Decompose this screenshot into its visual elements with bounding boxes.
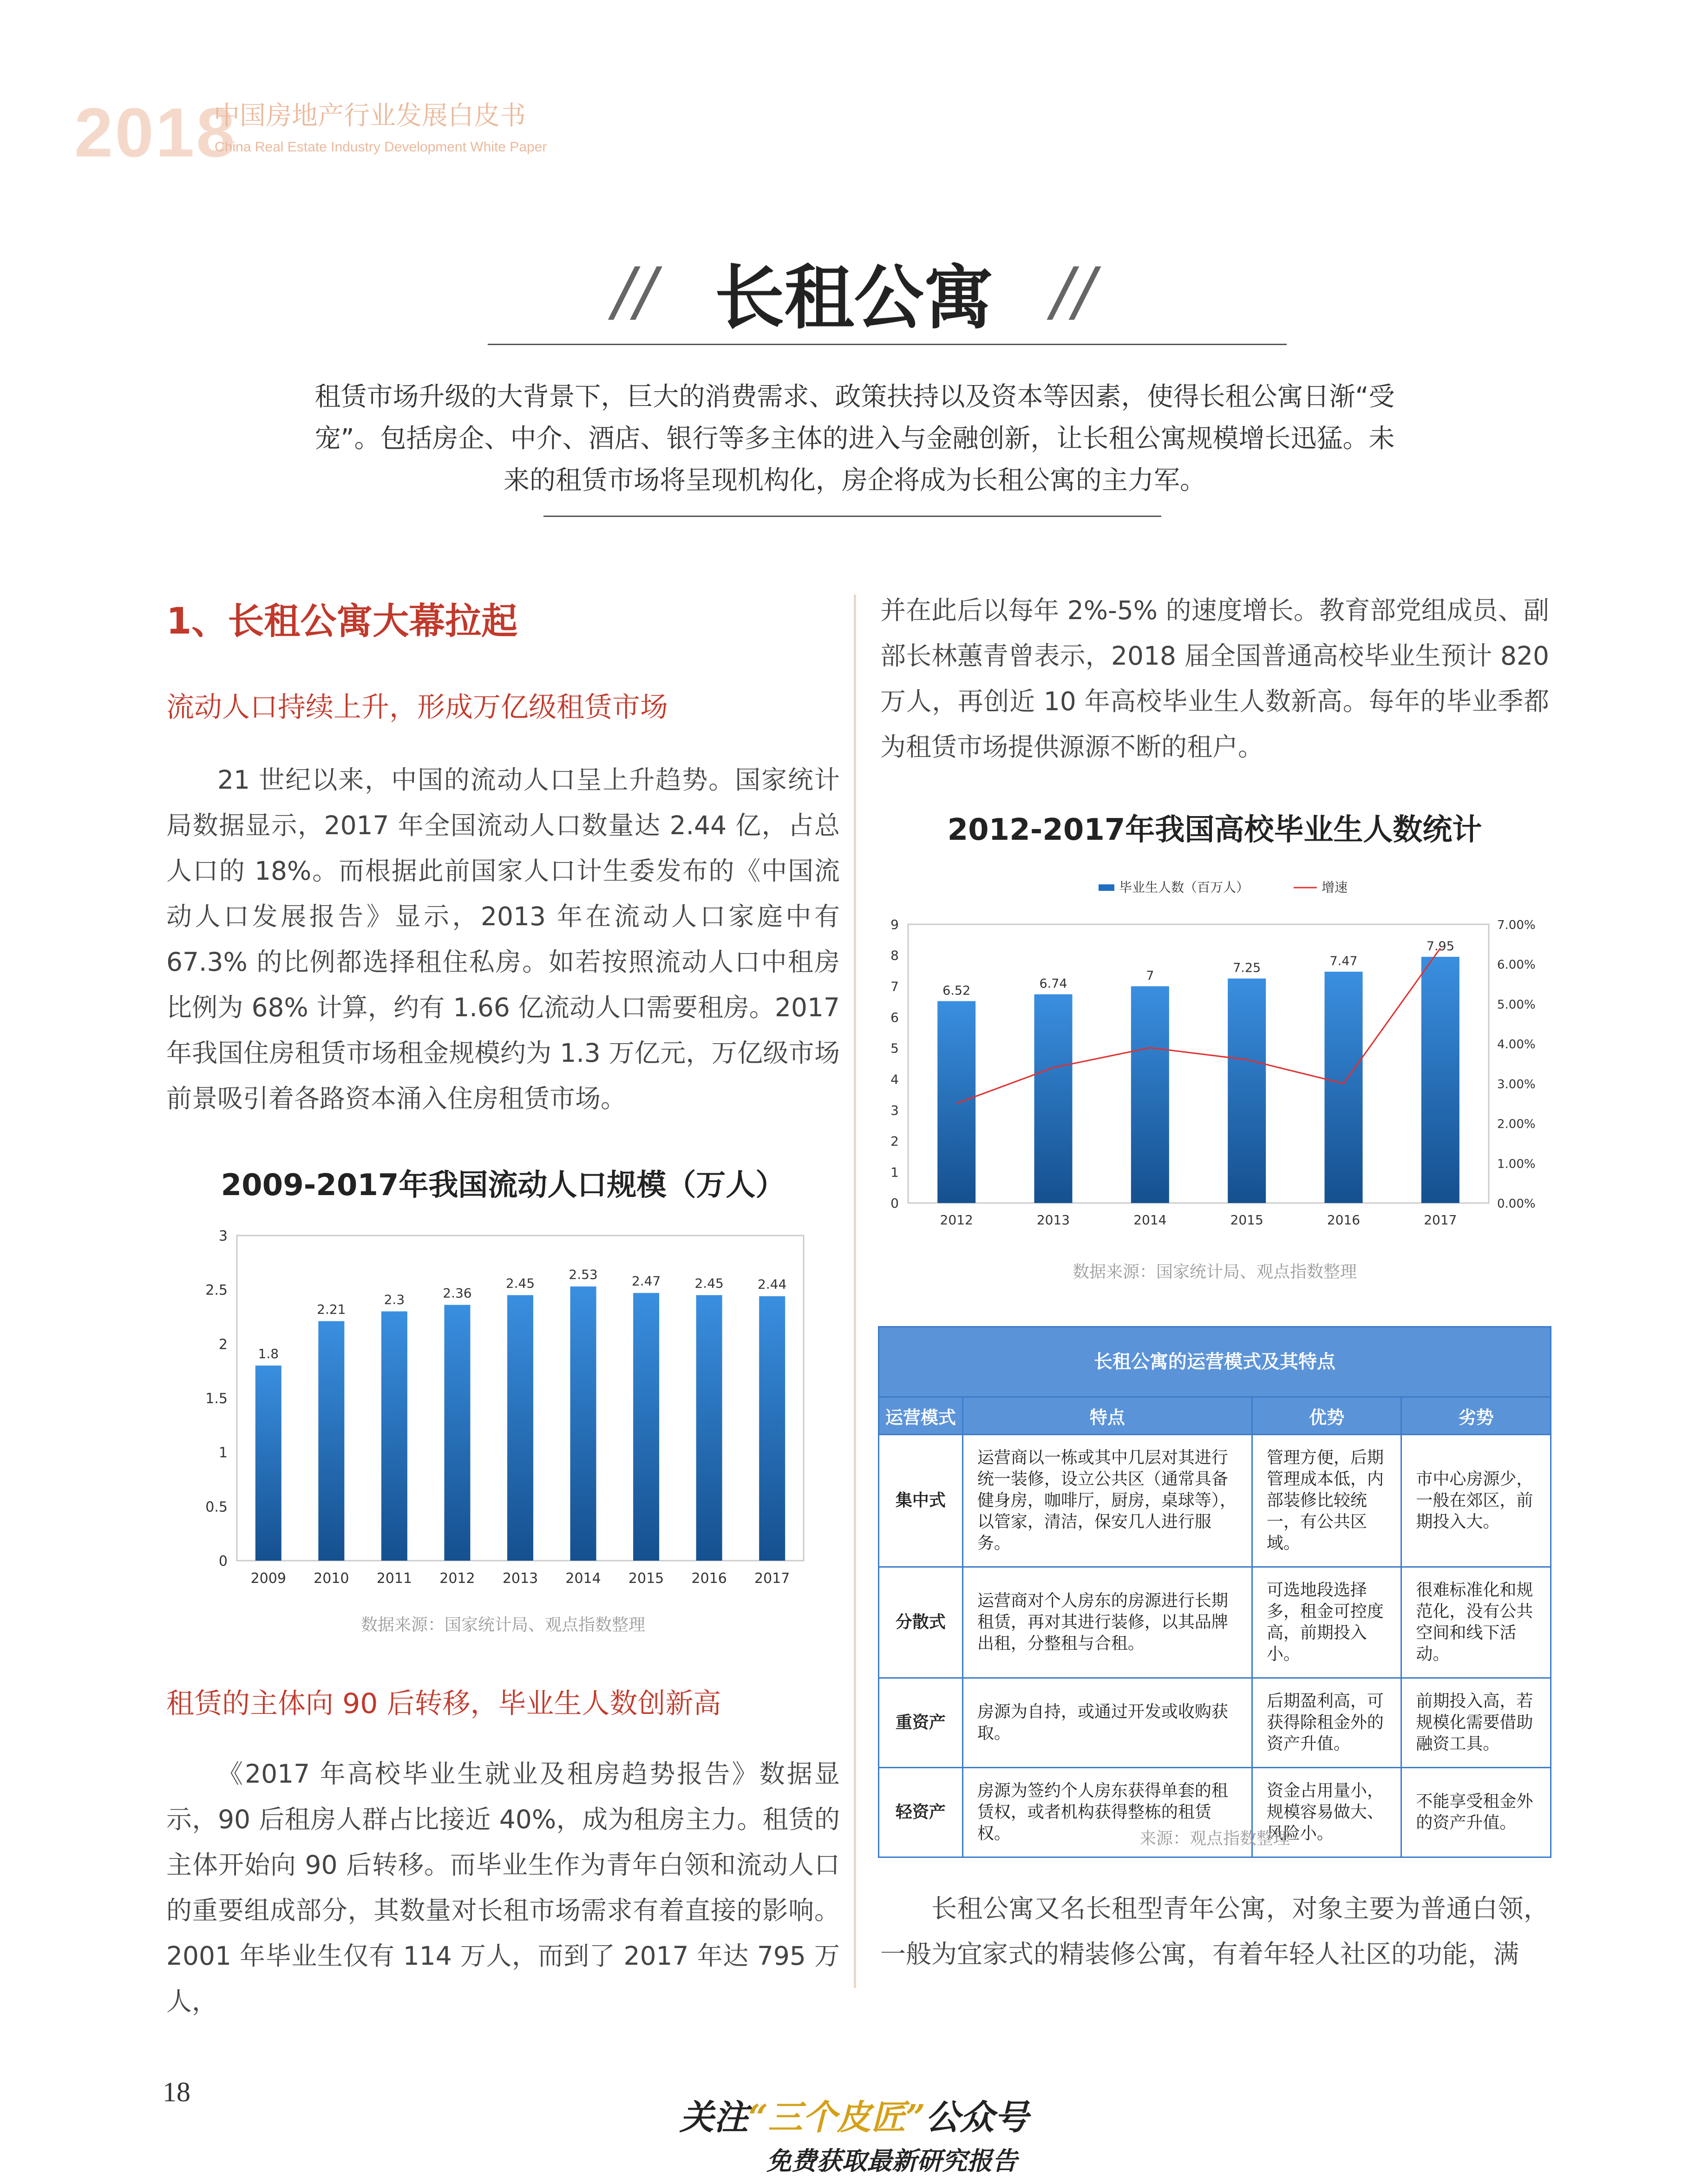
table-cell: 房源为签约个人房东获得单套的租赁权，或者机构获得整栋的租赁权。 [962, 1768, 1252, 1857]
header-title-cn: 中国房地产行业发展白皮书 [214, 101, 526, 131]
table-cell-mode: 轻资产 [879, 1768, 963, 1857]
paragraph-text: 长租公寓又名长租型青年公寓，对象主要为普通白领，一般为宜家式的精装修公寓，有着年轻人社区的功能，满 [880, 1894, 1549, 1969]
footer-follow-post: 公众号 [925, 2098, 1029, 2138]
chart1-ytick-label: 3 [218, 1228, 228, 1244]
chart1-bar [255, 1366, 281, 1561]
chart1-data-label: 2.36 [443, 1285, 472, 1301]
chart2-xtick-label: 2013 [1036, 1212, 1070, 1228]
table-cell-mode: 分散式 [879, 1567, 963, 1678]
title-slash-left: // [613, 254, 657, 330]
header-title-en: China Real Estate Industry Development White Paper [215, 139, 547, 155]
chart1-bar [570, 1287, 596, 1561]
chart2-bar [1421, 957, 1459, 1203]
chart2-xtick-label: 2014 [1133, 1212, 1167, 1228]
chart1-data-label: 2.45 [505, 1275, 535, 1291]
chart1-bar [444, 1305, 470, 1561]
chart2-plot-frame [908, 924, 1489, 1203]
table-cell: 市中心房源少，一般在郊区，前期投入大。 [1401, 1435, 1551, 1567]
chart2-data-label: 7.47 [1329, 954, 1358, 968]
section-title: 1、长租公寓大幕拉起 [166, 601, 518, 642]
chart2-y2tick-label: 6.00% [1497, 958, 1536, 972]
chart1-bar [759, 1296, 785, 1561]
table-header: 特点 [962, 1397, 1252, 1435]
chart2-svg [880, 873, 1549, 1245]
table-caption: 长租公寓的运营模式及其特点 [879, 1327, 1551, 1397]
paragraph-text: 《2017 年高校毕业生就业及租房趋势报告》数据显示，90 后租房人群占比接近 40%，成为租房主力。租赁的主体开始向 90 后转移。而毕业生作为青年白领和流动人口的重要组成部分，其数量对长租市场需求有着直接的影响。2001 年毕业生仅有 114 万人，而到了 2017 年达 795 万人， [166, 1759, 840, 2016]
table-row [879, 1435, 1551, 1567]
footer-follow-pre: 关注 [679, 2098, 748, 2138]
chart2-ytick-label: 6 [890, 1010, 899, 1025]
chart1-xtick-label: 2013 [502, 1570, 538, 1587]
paragraph-floating-population [166, 757, 840, 1121]
subhead-post90s: 租赁的主体向 90 后转移，毕业生人数创新高 [166, 1687, 721, 1720]
chart1-data-label: 1.8 [258, 1346, 279, 1361]
chart2-data-label: 7.25 [1233, 961, 1261, 975]
chart2-y2tick-label: 3.00% [1497, 1077, 1536, 1092]
chart2-y2tick-label: 0.00% [1497, 1197, 1536, 1211]
chart1-ytick-label: 2 [218, 1336, 228, 1353]
table-cell: 管理方便，后期管理成本低，内部装修比较统一，有公共区域。 [1252, 1435, 1401, 1567]
chart2-data-label: 7 [1146, 968, 1154, 983]
chart1-ytick-label: 1.5 [205, 1391, 228, 1407]
chart2-legend-label: 增速 [1322, 880, 1348, 895]
chart2-data-label: 6.74 [1039, 976, 1067, 991]
chart2-title: 2012-2017年我国高校毕业生人数统计 [947, 813, 1482, 847]
page-title: 长租公寓 [714, 258, 994, 339]
column-divider [854, 595, 856, 1988]
chart1-bar [696, 1295, 722, 1561]
chart2-ytick-label: 1 [890, 1164, 899, 1180]
chart2-source: 数据来源：国家统计局、观点指数整理 [1072, 1262, 1357, 1281]
footer-subtitle: 免费获取最新研究报告 [766, 2146, 1017, 2176]
chart2-legend-swatch-bar [1099, 884, 1114, 891]
chart1-xtick-label: 2014 [565, 1570, 601, 1587]
chart2-bar [1228, 979, 1266, 1203]
table-header: 运营模式 [879, 1397, 963, 1435]
chart1-bar [318, 1321, 344, 1561]
chart2-bar [937, 1001, 975, 1203]
chart2-y2tick-label: 2.00% [1497, 1117, 1536, 1131]
table-cell: 运营商对个人房东的房源进行长期租赁，再对其进行装修，以其品牌出租，分整租与合租。 [962, 1567, 1252, 1678]
chart2-xtick-label: 2015 [1230, 1212, 1263, 1228]
footer-brand-name: 三个皮匠 [768, 2098, 906, 2138]
table-cell: 运营商以一栋或其中几层对其进行统一装修，设立公共区（通常具备健身房，咖啡厅，厨房，桌球等），以管家，清洁，保安几人进行服务。 [962, 1435, 1252, 1567]
table-cell: 后期盈利高，可获得除租金外的资产升值。 [1252, 1678, 1401, 1768]
page-number: 18 [163, 2077, 190, 2107]
table-source: 来源：观点指数整理 [1139, 1829, 1290, 1848]
chart1-xtick-label: 2010 [314, 1570, 349, 1587]
chart1-bar [381, 1311, 407, 1561]
chart1-svg [204, 1226, 836, 1589]
intro-underline [543, 516, 1161, 517]
chart2-y2tick-label: 4.00% [1497, 1038, 1536, 1052]
chart2-y2tick-label: 7.00% [1497, 918, 1536, 932]
chart1-ytick-label: 0.5 [205, 1499, 228, 1516]
ops-table [878, 1326, 1551, 1858]
table-cell: 不能享受租金外的资产升值。 [1401, 1768, 1551, 1857]
chart2-data-label: 6.52 [942, 983, 971, 998]
table-row [879, 1567, 1551, 1678]
chart2-data-label: 7.95 [1426, 939, 1454, 954]
chart2-ytick-label: 7 [890, 979, 899, 994]
chart1-ytick-label: 2.5 [205, 1282, 228, 1299]
chart1-ytick-label: 1 [218, 1445, 228, 1461]
chart2-ytick-label: 2 [890, 1133, 899, 1149]
table-cell-mode: 集中式 [879, 1435, 963, 1567]
chart2-ytick-label: 3 [890, 1103, 899, 1118]
chart1-title: 2009-2017年我国流动人口规模（万人） [221, 1168, 785, 1203]
chart2-xtick-label: 2016 [1327, 1212, 1361, 1228]
chart1-data-label: 2.21 [317, 1301, 346, 1317]
table-cell: 很难标准化和规范化，没有公共空间和线下活动。 [1401, 1567, 1551, 1678]
chart2-bar [1325, 972, 1363, 1203]
chart1-xtick-label: 2009 [250, 1570, 286, 1587]
footer-follow [0, 2090, 1708, 2139]
chart2-ytick-label: 4 [890, 1072, 899, 1087]
table-cell: 房源为自持，或通过开发或收购获取。 [962, 1678, 1252, 1768]
title-row [0, 242, 1708, 342]
chart2-ytick-label: 8 [890, 948, 899, 963]
chart1-xtick-label: 2011 [376, 1570, 412, 1587]
chart2-ytick-label: 5 [890, 1040, 899, 1056]
paragraph-long-rent [880, 1886, 1549, 1977]
table-cell-mode: 重资产 [879, 1678, 963, 1768]
intro-paragraph: 租赁市场升级的大背景下，巨大的消费需求、政策扶持以及资本等因素，使得长租公寓日渐“受宠”。包括房企、中介、酒店、银行等多主体的进入与金融创新，让长租公寓规模增长迅猛。未来的租赁市场将呈现机构化，房企将成为长租公寓的主力军。 [314, 382, 1395, 496]
table-cell: 可选地段选择多，租金可控度高，前期投入小。 [1252, 1567, 1401, 1678]
chart1-container [204, 1226, 836, 1589]
chart1-data-label: 2.45 [694, 1275, 724, 1291]
chart2-y2tick-label: 1.00% [1497, 1157, 1536, 1171]
header-year: 2018 [74, 93, 237, 171]
chart1-data-label: 2.53 [569, 1267, 598, 1282]
paragraph-text: 21 世纪以来，中国的流动人口呈上升趋势。国家统计局数据显示，2017 年全国流动人口数量达 2.44 亿，占总人口的 18%。而根据此前国家人口计生委发布的《中国流动人口发展报告》显示，2013 年在流动人口家庭中有 67.3% 的比例都选择租住私房。如若按照流动人口中租房比例为 68% 计算，约有 1.66 亿流动人口需要租房。2017 年我国住房租赁市场租金规模约为 1.3 万亿元，万亿级市场前景吸引着各路资本涌入住房租赁市场。 [166, 765, 840, 1113]
chart1-xtick-label: 2012 [439, 1570, 475, 1587]
chart1-xtick-label: 2016 [691, 1570, 727, 1587]
chart2-ytick-label: 0 [890, 1196, 899, 1211]
chart1-bar [507, 1295, 533, 1561]
table-cell: 资金占用量小，规模容易做大、风险小。 [1252, 1768, 1401, 1857]
chart1-xtick-label: 2015 [628, 1570, 664, 1587]
chart1-source: 数据来源：国家统计局、观点指数整理 [360, 1615, 645, 1634]
table-header: 劣势 [1401, 1397, 1551, 1435]
table-cell: 前期投入高，若规模化需要借助融资工具。 [1401, 1678, 1551, 1768]
title-slash-right: // [1051, 254, 1095, 330]
subhead-floating-population: 流动人口持续上升，形成万亿级租赁市场 [166, 691, 668, 724]
chart2-ytick-label: 9 [890, 917, 899, 932]
chart1-data-label: 2.44 [758, 1276, 787, 1292]
title-underline [488, 344, 1287, 345]
ops-table-container [878, 1326, 1551, 1858]
chart1-data-label: 2.47 [631, 1273, 661, 1289]
chart1-ytick-label: 0 [218, 1553, 228, 1569]
chart2-xtick-label: 2017 [1424, 1212, 1457, 1228]
chart2-bar [1034, 994, 1073, 1203]
chart2-xtick-label: 2012 [940, 1212, 973, 1228]
paragraph-text: 并在此后以每年 2%-5% 的速度增长。教育部党组成员、副部长林蕙青曾表示，2018 届全国普通高校毕业生预计 820 万人，再创近 10 年高校毕业生人数新高。每年的毕业季都为租赁市场提供源源不断的租户。 [880, 595, 1549, 762]
chart2-legend-label: 毕业生人数（百万人） [1119, 880, 1250, 895]
chart1-bar [633, 1293, 659, 1561]
chart2-y2tick-label: 5.00% [1497, 998, 1536, 1012]
chart1-data-label: 2.3 [384, 1292, 405, 1308]
table-row [879, 1678, 1551, 1768]
table-header: 优势 [1252, 1397, 1401, 1435]
footer-quote-open: “ [748, 2098, 768, 2138]
paragraph-graduates [880, 588, 1549, 770]
footer-quote-close: ” [905, 2098, 926, 2138]
chart2-container [880, 873, 1549, 1245]
paragraph-post90s [166, 1751, 840, 2024]
chart1-xtick-label: 2017 [754, 1570, 790, 1587]
chart2-bar [1131, 986, 1169, 1203]
